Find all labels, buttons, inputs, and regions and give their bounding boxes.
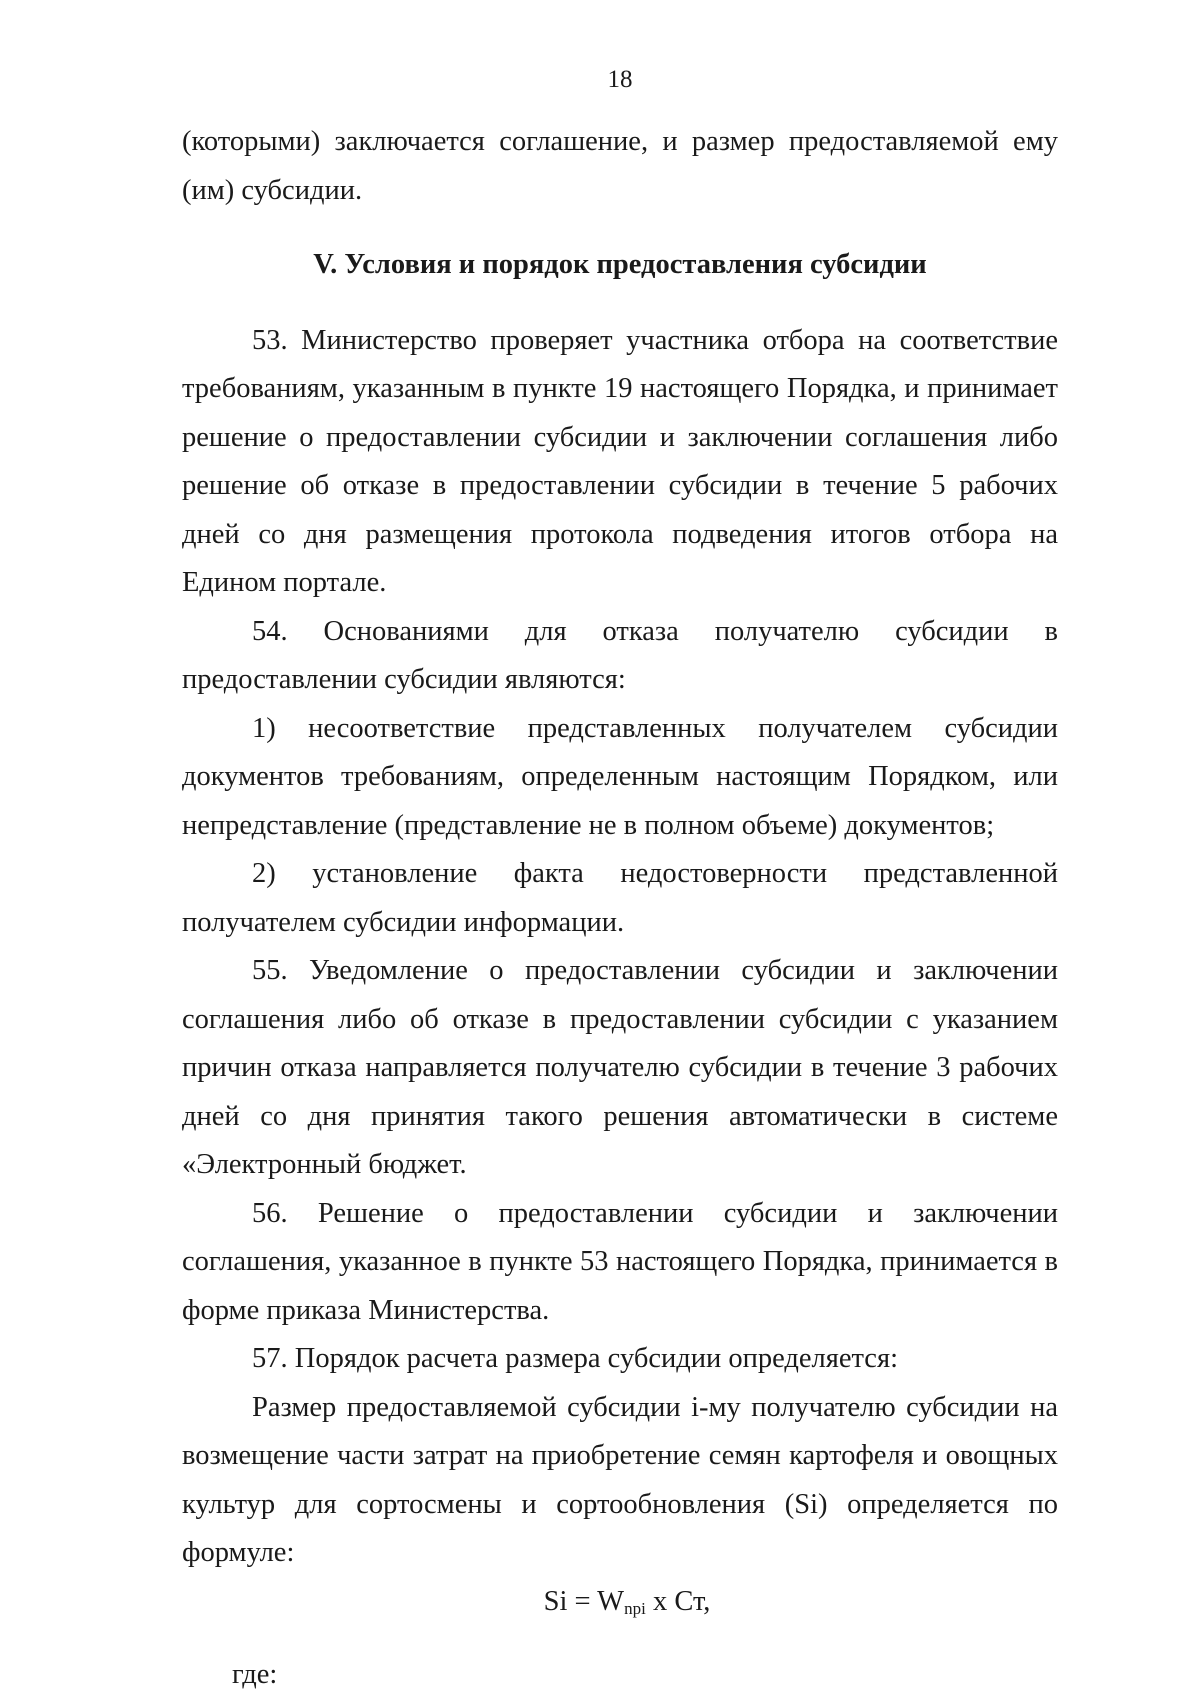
paragraph-54: 54. Основаниями для отказа получателю субсидии в предоставлении субсидии являются:: [182, 615, 1058, 695]
paragraph-continued: (которыми) заключается соглашение, и размер предоставляемой ему (им) субсидии.: [182, 126, 1058, 206]
formula: [182, 1578, 1058, 1634]
page-number: 18: [607, 66, 633, 93]
where-label: где:: [232, 1659, 278, 1690]
paragraph-57-text: Размер предоставляемой субсидии i-му получателю субсидии на возмещение части затрат на приобретение семян картофеля и овощных культур для сортосмены и сортообновления (Si) определяется по формуле:: [182, 1391, 1058, 1568]
formula-right: x Ст,: [645, 1585, 711, 1617]
document-body: [182, 118, 1058, 1700]
paragraph-53: 53. Министерство проверяет участника отбора на соответствие требованиям, указанным в пункте 19 настоящего Порядка, и принимает решение о предоставлении субсидии и заключении соглашения либо решение об отказе в предоставлении субсидии в течение 5 рабочих дней со дня размещения протокола подведения итогов отбора на Едином портале.: [182, 324, 1058, 598]
formula-left: Si = W: [543, 1585, 625, 1617]
formula-subscript: npi: [624, 1598, 646, 1618]
paragraph-54-item-2: 2) установление факта недостоверности представленной получателем субсидии информации.: [182, 858, 1058, 938]
paragraph-57: 57. Порядок расчета размера субсидии определяется:: [252, 1343, 898, 1374]
paragraph-56: 56. Решение о предоставлении субсидии и заключении соглашения, указанное в пункте 53 настоящего Порядка, принимается в форме приказа Министерства.: [182, 1197, 1058, 1326]
paragraph-54-item-1: 1) несоответствие представленных получателем субсидии документов требованиям, определенным настоящим Порядком, или непредставление (представление не в полном объеме) документов;: [182, 712, 1058, 841]
paragraph-55: 55. Уведомление о предоставлении субсидии и заключении соглашения либо об отказе в предоставлении субсидии с указанием причин отказа направляется получателю субсидии в течение 3 рабочих дней со дня принятия такого решения автоматически в системе «Электронный бюджет.: [182, 955, 1058, 1180]
section-heading: V. Условия и порядок предоставления субсидии: [313, 249, 927, 280]
